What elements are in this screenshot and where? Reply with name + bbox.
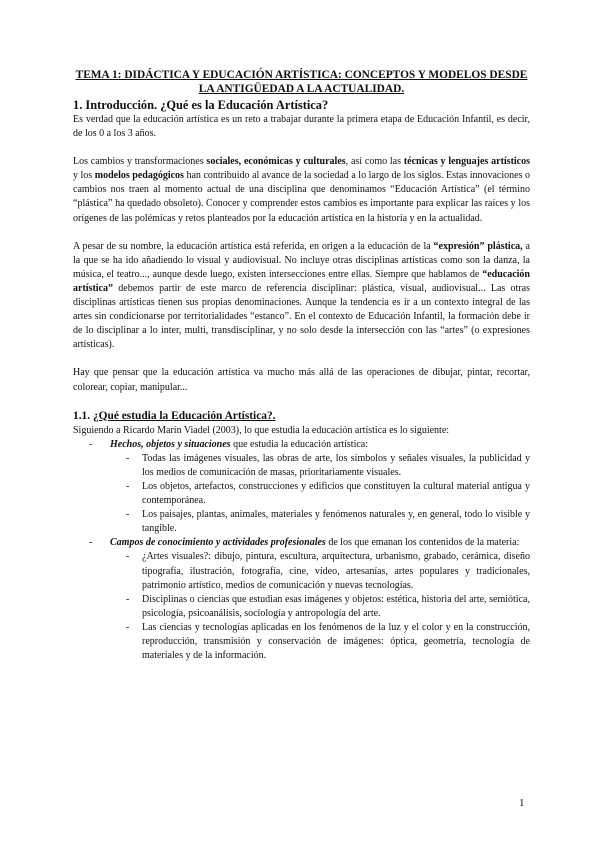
list-subitem: - Los objetos, artefactos, construcciones y edificios que constituyen la cultural material antigua y contemporánea. [126, 480, 530, 507]
section-1-1-heading: 1.1. ¿Qué estudia la Educación Artística?. [73, 409, 276, 422]
list-subitem: - ¿Artes visuales?: dibujo, pintura, escultura, arquitectura, urbanismo, grabado, cerámica, diseño tipografía, ilustración, fotografía, cine, vídeo, artesanías, artes populares y tradicionales, patrimonio artístico, medios de comunicación y nuevas tecnologías. [126, 551, 530, 591]
document-page [73, 69, 530, 663]
list-item: - Hechos, objetos y situaciones que estudia la educación artística: [73, 438, 530, 452]
dash-marker: - [126, 452, 130, 464]
dash-marker: - [126, 621, 130, 633]
list-subitem: - Disciplinas o ciencias que estudian esas imágenes y objetos: estética, historia del arte, semiótica, psicología, psicoanálisis, sociología y antropología del arte. [126, 593, 530, 619]
dash-marker: - [89, 438, 93, 450]
dash-marker: - [126, 509, 130, 521]
list-subitem: - Los paisajes, plantas, animales, materiales y fenómenos naturales y, en general, todo lo visible y tangible. [126, 509, 530, 535]
dash-marker: - [126, 551, 130, 563]
section-1-1-intro: Siguiendo a Ricardo Marín Viadel (2003), lo que estudia la educación artística es lo siguiente: [73, 424, 450, 436]
intro-paragraph-3: A pesar de su nombre, la educación artística está referida, en origen a la educación de la “expresión” plástica, a la que se ha ido añadiendo lo visual y audiovisual. No incluye otras disciplinas artísticas como son la danza, la música, el teatro..., aunque desde luego, existen intersecciones entre ellas. Siempre que hablamos de “educación artística” debemos partir de este marco de referencia disciplinar: plástica, visual, audiovisual... Las otras disciplinas artísticas tienen sus propias denominaciones. Aunque la tendencia es ir a un contexto integral de las artes sin condicionarse por territorialidades “estanco”. En el contexto de Educación Infantil, la formación debe ir de lo disciplinar a lo inter, multi, transdisciplinar, y no solo desde la intersección con las “artes” (o expresiones artísticas). [73, 240, 530, 351]
intro-paragraph-4: Hay que pensar que la educación artística va mucho más allá de las operaciones de dibujar, pintar, recortar, colorear, copiar, manipular... [73, 367, 530, 393]
dash-marker: - [89, 537, 93, 549]
list-subitem: - Todas las imágenes visuales, las obras de arte, los símbolos y señales visuales, la publicidad y los medios de comunicación de masas, prioritariamente visuales. [126, 452, 530, 478]
list-item: - Campos de conocimiento y actividades profesionales de los que emanan los contenidos de la materia: [73, 536, 530, 550]
dash-marker: - [126, 593, 130, 605]
section-1-heading: 1. Introducción. ¿Qué es la Educación Artística? [73, 98, 329, 112]
dash-marker: - [126, 480, 130, 492]
document-title: TEMA 1: DIDÁCTICA Y EDUCACIÓN ARTÍSTICA: CONCEPTOS Y MODELOS DESDE LA ANTIGÜEDAD A LA ACTUALIDAD. [75, 69, 528, 95]
list-subitem: - Las ciencias y tecnologías aplicadas en los fenómenos de la luz y el color y en la construcción, reproducción, transmisión y conservación de imágenes: óptica, geometría, tecnología de materiales y de la información. [126, 621, 530, 662]
intro-paragraph-1: Es verdad que la educación artística es un reto a trabajar durante la primera etapa de Educación Infantil, es decir, de los 0 a los 3 años. [73, 114, 530, 140]
page-number: 1 [519, 797, 525, 809]
intro-paragraph-2: Los cambios y transformaciones sociales, económicas y culturales, así como las técnicas y lenguajes artísticos y los modelos pedagógicos han contribuido al avance de la sociedad a lo largo de los siglos. Estas innovaciones o cambios nos traen al momento actual de una disciplina que denominamos “Educación Artística” (el término “plástica” ha quedado obsoleto). Conocer y comprender estos cambios es importante para explicar las raíces y los orígenes de las polémicas y retos planteados por la educación artística en la historia y en la actualidad. [73, 156, 531, 224]
